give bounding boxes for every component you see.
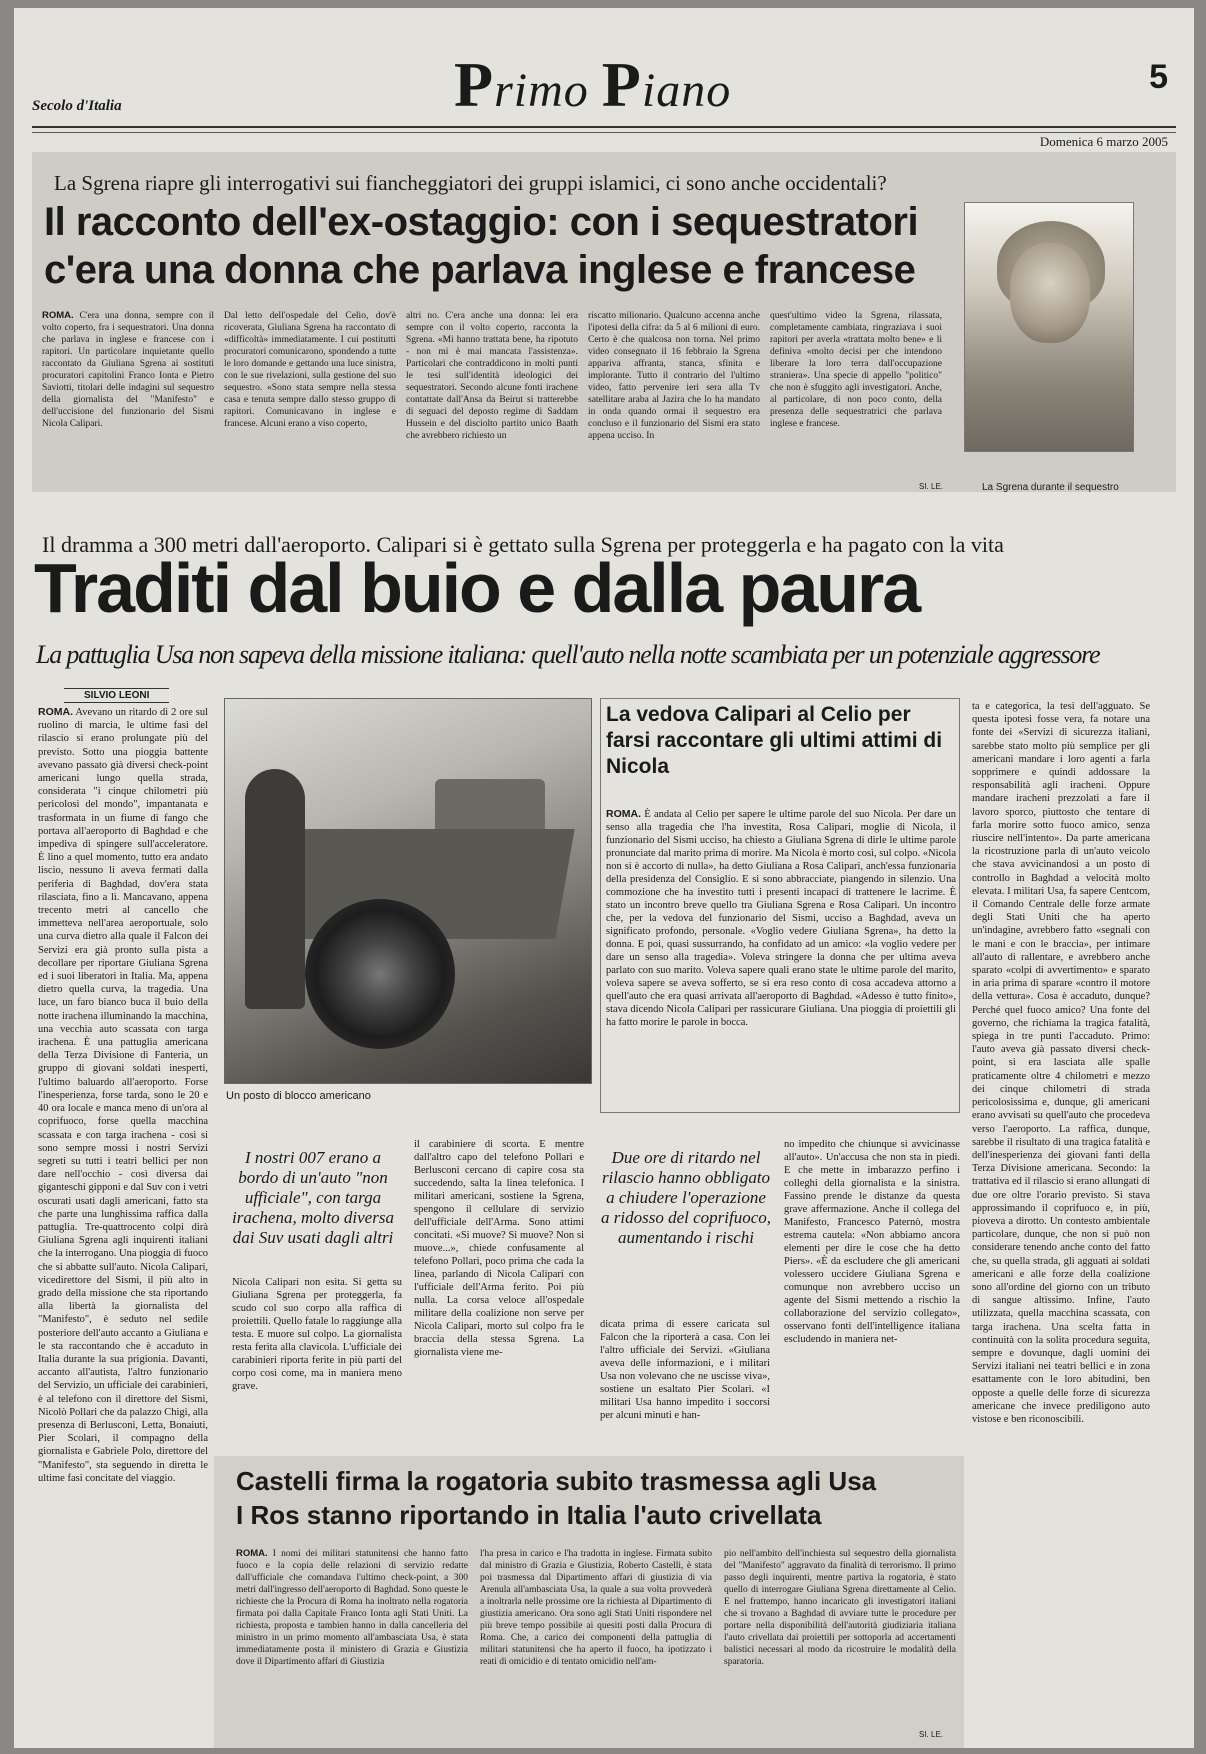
section-cap-2: P xyxy=(601,49,642,120)
section-title xyxy=(454,48,731,122)
main-kicker: Il dramma a 300 metri dall'aeroporto. Calipari si è gettato sulla Sgrena per proteggerla e ha pagato con la vita xyxy=(42,532,1004,557)
main-dateline: ROMA. xyxy=(38,706,73,718)
pull-quote-2: Due ore di ritardo nel rilascio hanno obbligato a chiudere l'operazione a ridosso del coprifuoco, aumentando i rischi xyxy=(601,1148,771,1247)
main-headline: Traditi dal buio e dalla paura xyxy=(34,549,920,627)
article3-dateline: ROMA. xyxy=(236,1548,268,1559)
main-byline: SILVIO LEONI xyxy=(64,688,169,703)
article1-col-1-text: C'era una donna, sempre con il volto coperto, fra i sequestratori. Una donna che parlava in inglese e francese con i rapitori. Un particolare inquietante quello raccontato da Giuliana Sgrena ai sostituti procuratori capitolini Franco Ionta e Pietro Saviotti, titolari delle indagini sul sequestro della giornalista del "Manifesto" e dell'uccisione del funzionario del Sismi Nicola Calipari. xyxy=(42,311,214,429)
article1-col-2: Dal letto dell'ospedale del Celio, dov'è ricoverata, Giuliana Sgrena ha raccontato di «difficoltà» immediatamente. I cui postitutti procuratori comunicarono, spondendo a tutte le loro domande e gettando una luce sinistra, con le sue rivelazioni, sulla gestione del suo sequestro. «Sono stata sempre nella stessa casa e tenuta sempre dallo stesso gruppo di rapitori. Comunicavano in inglese e francese. Alcuni erano a viso coperto, xyxy=(224,311,396,429)
article1-headline-line2: c'era una donna che parlava inglese e francese xyxy=(44,248,916,292)
article3-col-1-text: I nomi dei militari statunitensi che hanno fatto fuoco e la copia delle relazioni di servizio redatte dall'ufficiale che comandava l'ultimo check-point, a 300 metri dall'ingresso dell'aeroporto di Baghdad. Sono queste le richieste che la Procura di Roma ha inoltrato nella rogatoria firmata poi dalla Capitale Franco Ionta agli Stati Uniti. La richiesta, proposta e tambien hanno in dalla cancelleria del ministro in un primo momento all'ambasciata Usa, è stata immediatamente posta il ministero di Grazia e Giustizia dove il Dipartimento affari di Giustizia xyxy=(236,1549,468,1667)
pull-quote-1: I nostri 007 erano a bordo di un'auto "non ufficiale", con targa irachena, molto diversa dai Suv usati dagli altri xyxy=(232,1148,394,1247)
newspaper-logo: Secolo d'Italia xyxy=(32,98,122,114)
article1-col-1 xyxy=(42,310,214,490)
main-photo-caption: Un posto di blocco americano xyxy=(226,1090,371,1102)
article1-col-4: riscatto milionario. Qualcuno accenna anche l'ipotesi della cifra: da 5 al 6 milioni di euro. Certo è che qualcosa non torna. Nel primo video consegnato il 16 febbraio la Sgrena appariva affranta, stanca, sfinita e implorante. Tutto il contrario del l'ultimo video, fatto pervenire ieri sera alla Tv satellitare araba al Jazira che lo ha mandato in onda quando ormai il sequestro era concluso e il funzionario del Sismi era stato appena ucciso. In xyxy=(588,311,760,441)
main-subheadline: La pattuglia Usa non sapeva della missione italiana: quell'auto nella notte scambiata per un potenziale aggressore xyxy=(36,640,1100,669)
article1-photo-caption: La Sgrena durante il sequestro xyxy=(982,482,1119,493)
article1-headline xyxy=(44,198,944,294)
main-left-text: Avevano un ritardo di 2 ore sul ruolino di marcia, le ultime fasi del rilascio si erano prolungate più del previsto. Sotto una pioggia battente avevano passato già diversi check-point americani lungo quella strada, considerata "i cinque chilometri più pericolosi del mondo", impantanata e trasformata in un fiume di fango che portava all'aeroporto di Baghdad e che impediva di spingere sull'acceleratore. È lino a quel momento, tutto era andato liscio, nessuno li aveva fermati dalla periferia di Baghdad, dov'era stata rilasciata, fino a lì. Mancavano, appena trecento metri al cancello che immetteva nell'area aeroportuale, solo una curva dietro alla quale il Falcon dei Servizi era già pronto sulla pista a decollare per riportare Giuliana Sgrena ed i suoi liberatori in Italia. Ma, appena dietro quella curva, la tragedia. Una luce, un faro bianco buca il buio della notte irachena illuminando la macchina, una vecchia auto scassata con targa irachena. È una pattuglia americana della Terza Divisione di Fanteria, un gruppo di giovani soldati inesperti, l'ultimo baluardo all'aeroporto. Forse l'inesperienza, forse tarda, sono le 20 e 40 ora locale e manca meno di un'ora al coprifuoco, forse quella macchina scassata e con targa irachena - così si sono sempre mossi i nostri Servizi segreti su tutti i teatri bellici per non dare nell'occhio - così diversa dai giganteschi gipponi e dal Suv con i vetri oscurati usati dagli americani, fatto sta che parte una lunghissima raffica dalla pattuglia. Tre-quattrocento colpi dirà Giuliana Sgrena agli inquirenti italiani che la interrogano. Una pioggia di fuoco che si abbatte sull'auto. Nicola Calipari, vicedirettore del Sismi, il più alto in grado della missione che sta riportando alla libertà la giornalista del "Manifesto", è seduto nel sedile posteriore dell'auto accanto a Giuliana e le sta raccontando che è accaduto in Italia durante la sua prigionia. Davanti, accanto all'autista, l'altro funzionario del Servizio, un ufficiale dei carabinieri, è al telefono con il direttore del Sismi, Nicolò Pollari che da palazzo Chigi, alla presenza di Berlusconi, Letta, Bonaiuti, Pier Scolari, il compagno della giornalista e Gabriele Polo, direttore del "Manifesto", sta seguendo in diretta le ultime fasi concitate del viaggio. xyxy=(38,707,208,1484)
sidebar-box-dateline: ROMA. xyxy=(606,808,641,820)
article1-dateline: ROMA. xyxy=(42,310,74,321)
article3-col-1 xyxy=(236,1548,468,1743)
section-word-1: rimo xyxy=(494,64,589,117)
article3-signature: SI. LE. xyxy=(919,1730,944,1739)
article1-columns xyxy=(42,310,942,490)
article3-headline-line1: Castelli firma la rogatoria subito trasmessa agli Usa xyxy=(236,1466,877,1496)
sidebar-box-headline: La vedova Calipari al Celio per farsi raccontare gli ultimi attimi di Nicola xyxy=(606,703,943,778)
article1-col-3: altri no. C'era anche una donna: lei era sempre con il volto coperto, racconta la Sgrena. «Mi hanno trattata bene, ha ripotuto - non mi è mai mancata l'assistenza». Particolari che contraddicono in molti punti le tesi sull'identità ideologici dei sequestratori. Secondo alcune fonti irachene contattate dall'Ansa da Beirut si tratterebbe di seguaci del deposto regime di Saddam Hussein e del disciolto partito unico Baath che avrebbero richiesto un xyxy=(406,311,578,441)
photo-wheel-shape xyxy=(305,899,455,1049)
issue-date: Domenica 6 marzo 2005 xyxy=(1039,134,1168,149)
main-middle-col-1: Nicola Calipari non esita. Si getta su Giuliana Sgrena per proteggerla, fa scudo col suo corpo alla raffica di proiettili. Quello fatale lo raggiunge alla testa. E muore sul colpo. La giornalista resta ferita alla clavicola. L'ufficiale dei carabinieri riporta ferite in più parti del corpo così come, ma in maniera meno grave. xyxy=(232,1277,402,1392)
section-cap-1: P xyxy=(454,49,495,120)
article1-kicker: La Sgrena riapre gli interrogativi sui fiancheggiatori dei gruppi islamici, ci sono anche occidentali? xyxy=(54,171,887,195)
sidebar-box-text xyxy=(606,808,956,1108)
main-middle-col-3: dicata prima di essere caricata sul Falcon che la riporterà a casa. Con lei l'altro ufficiale dei Servizi. «Giuliana aveva delle informazioni, e i militari Usa non volevano che ne uscisse viva», sostiene un esaltato Pier Scolari. «I militari Usa hanno impedito i soccorsi per alcuni minuti e han- xyxy=(600,1319,770,1421)
sidebar-box-body: È andata al Celio per sapere le ultime parole del suo Nicola. Per dare un senso alla tragedia che l'ha investita, Rosa Calipari, moglie di Nicola, il funzionario del Sismi ucciso, ha chiesto a Giuliana Sgrena di dirle le ultime parole pronunciate dal marito prima di morire. Ma Nicola è morto così, sul colpo. «Nicola non si è accorto di nulla», ha detto Giuliana a Rosa Calipari, anch'essa funzionaria della presidenza del Consiglio. E si sono abbracciate, piangendo in silenzio. Una commozione che ha investito tutti i presenti incapaci di trattenere le lacrime. È stato un incontro breve quello tra Giuliana Sgrena e Rosa Calipari. Un incontro che, per la vedova del funzionario del Sismi, ucciso a Baghdad, aveva un significato profondo, personale. «Voglio vedere Giuliana Sgrena», ha detto la donna. E poi, quasi sussurrando, ha confidato ad un amico: «la voglio vedere per dare un senso alla tragedia». Voleva stringere la donna che per ultima aveva parlato con suo marito. Voleva sapere quali erano state le ultime parole del marito, voleva sapere se aveva sofferto, se si era reso conto di cosa accadeva attorno a quell'auto che era quasi arrivata all'aeroporto di Baghdad. «Adesso è tutto finito», stava dicendo Nicola Calipari per rassicurare Giuliana. Una pioggia di proiettili gli ha fatto morire le parole in bocca. xyxy=(606,809,956,1028)
main-left-column xyxy=(38,706,208,1746)
main-middle-col-4: no impedito che chiunque si avvicinasse all'auto». Un'accusa che non sta in piedi. E che mette in imbarazzo perfino i colleghi della giornalista e la sinistra. Fassino prende le distanze da questa grave affermazione. Anche il collega del Manifesto, Francesco Paternò, mostra estrema cautela: «Non abbiamo ancora elementi per dire le cose che ha detto Piers». «È da escludere che gli americani volessero uccidere Giuliana Sgrena e comunque non avrebbero ucciso un agente del Sismi mettendo a rischio la collaborazione del servizio collegato», osservano fonti dell'intelligence italiana escludendo in maniera net- xyxy=(784,1139,960,1345)
article3-col-2: l'ha presa in carico e l'ha tradotta in inglese. Firmata subito dal ministro di Grazia e Giustizia, Roberto Castelli, è stata poi trasmessa dal Dipartimento affari di giustizia di via Arenula all'ambasciata Usa, la quale a sua volta provvederà a inoltrarla nelle prossime ore la richiesta al Dipartimento di giustizia americano. Ora sono agli Stati Uniti rispondere nel più breve tempo possibile ai quesiti posti dalla Procura di Roma. Che, a carico dei componenti della pattuglia di militari statunitensi che ha aperto il fuoco, ha ipotizzato i reati di omicidio e di tentato omicidio nell'am- xyxy=(480,1549,712,1667)
article3-headline xyxy=(236,1464,956,1532)
section-word-2: iano xyxy=(641,64,732,117)
article1-headline-line1: Il racconto dell'ex-ostaggio: con i sequestratori xyxy=(44,200,919,244)
article3-col-3: pio nell'ambito dell'inchiesta sul sequestro della giornalista del "Manifesto" aggravato da finalità di terrorismo. Il primo passo degli inquirenti, mentre partiva la rogatoria, è stato quello di interrogare Giuliana Sgrena direttamente al Celio. E nel frattempo, hanno incaricato gli investigatori italiani che si trovano a Baghdad di avviare tutte le procedure per portare nella disponibilità dell'autorità giudiziaria italiana l'auto crivellata dai proiettili per sottoporla ad accertamenti balistici necessari al modo da ricostruire le modalità della sparatoria. xyxy=(724,1549,956,1667)
photo-soldier-shape xyxy=(245,769,305,1009)
header-rule xyxy=(32,126,1176,128)
article1-signature: SI. LE. xyxy=(919,482,944,491)
page-number: 5 xyxy=(1149,58,1168,96)
article3-columns xyxy=(236,1548,956,1743)
newspaper-page xyxy=(14,8,1194,1748)
header-rule-thin xyxy=(32,132,1176,133)
main-middle-col-2: il carabiniere di scorta. E mentre dall'altro capo del telefono Pollari e Berlusconi cercano di capire cosa sta succedendo, salta la linea telefonica. I militari americani, sostiene la Sgrena, spengono il cellulare di servizio dell'ufficiale dell'Arma. Sono attimi concitati. «Si muove? Si muove? Non si muove...», chiede confusamente al telefono Pollari, poco prima che cada la linea, parlando di Nicola Calipari con l'ufficiale dell'Arma ferito. Poi più nulla. La corsa veloce all'ospedale militare della coalizione non serve per Nicola Calipari, morto sul colpo fra le braccia della stessa Sgrena. La giornalista viene me- xyxy=(414,1139,584,1358)
main-right-column: ta e categorica, la tesi dell'agguato. Se questa ipotesi fosse vera, fa notare una fonte dei «Servizi di sicurezza italiani, sarebbe stato molto più semplice per gli americani mandare i loro agenti a farla sopprimere e quindi addossare la responsabilità agli iracheni. Oppure mandare iracheni prezzolati a fare il lavoro sporco, piuttosto che tentare di farla morire sotto fuoco amico, senza riuscire nell'intento». Da parte americana la ricostruzione parla di un'auto veicolo che stava avvicinandosi a un posto di controllo in Baghdad a velocità molto elevata. I militari Usa, fa sapere Centcom, il Comando Centrale delle forze armate degli Stati Uniti che ha aperto un'indagine, avrebbero fatto «segnali con le mani e con le braccia», per intimare all'auto di rallentare, e avrebbero anche sparato «colpi di avvertimento» e sparato in aria prima di sparare «contro il motore della vettura». Cosa è accaduto, dunque? Perché quel fuoco amico? Una fonte del governo, che richiama la tragica fatalità, spiega in tre punti l'accaduto. Primo: l'auto aveva già passato diversi check-point, si era lasciata alle spalle praticamente oltre 4 chilometri e mezzo dei cinque chilometri di strada pericolosissima e, dunque, gli americani erano avvisati su quell'auto che procedeva verso l'aeroporto. La raffica, dunque, sarebbe il risultato di una tragica fatalità e dell'inesperienza dei giovani fanti della Terza Divisione americana. Secondo: la trattativa ed il rilascio si erano allungati di due ore oltre l'orario previsto. Si stava approssimando il coprifuoco e, in più, pioveva a dirotto. Un contesto ambientale particolare, dunque, che non si può non considerare tenendo anche conto del fatto che, su quella strada, gli agguati ai soldati americani e alle forze della coalizione sono all'ordine del giorno con un tributo di sangue altissimo. Infine, l'auto utilizzata, quella macchina scassata, con targa irachena. Una scelta fatta in continuità con la solita procedura seguita, sempre e dovunque, dagli uomini dei Servizi italiani nei teatri bellici e in zona esattamente con le loro abitudini, ben opposte a quelle delle forze di sicurezza americane che invece prediligono auto vistose e ben riconoscibili. xyxy=(972,701,1150,1425)
article3-headline-line2: I Ros stanno riportando in Italia l'auto crivellata xyxy=(236,1500,822,1530)
sgrena-photo xyxy=(964,202,1134,452)
checkpoint-photo xyxy=(224,698,592,1084)
photo-face-shape xyxy=(1010,243,1090,343)
article1-col-5: quest'ultimo video la Sgrena, rilassata, completamente cambiata, ringraziava i suoi rapitori per averla «trattata molto bene» e li definiva «molto decisi per che intendono liberare la loro terra dall'occupazione straniera». Una specie di appello "politico" che non è sfuggito agli investigatori. Anche, al particolare, di non poco conto, della presenza delle sequestratrici che parlava inglese e francese. xyxy=(770,311,942,429)
